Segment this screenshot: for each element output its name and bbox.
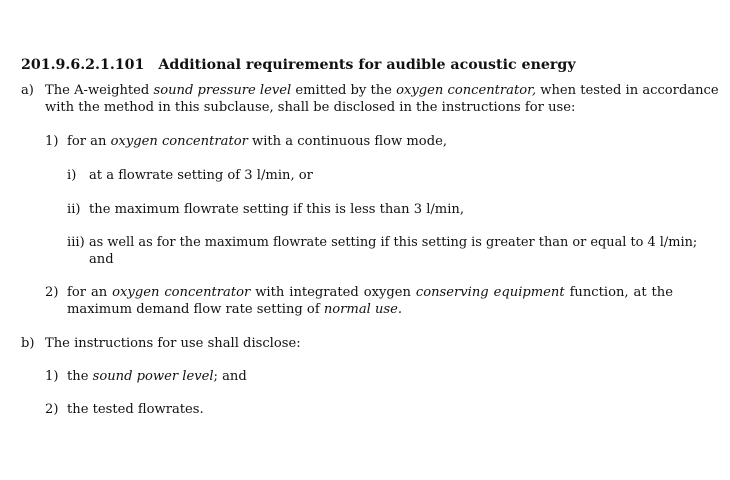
item-a2-label: 2) — [45, 285, 59, 300]
item-a1-i-text: at a flowrate setting of 3 l/min, or — [89, 168, 313, 183]
item-a-line2: with the method in this subclause, shall be disclosed in the instructions for use: — [45, 100, 576, 115]
item-a-text-2: emitted by the — [291, 83, 397, 98]
section-number: 201.9.6.2.1.101 — [21, 57, 145, 73]
item-a-term-oc: oxygen concentrator, — [396, 83, 537, 98]
item-a2-text-2: with integrated oxygen — [250, 285, 416, 300]
item-a2-term-nu: normal use. — [323, 302, 403, 317]
item-a-label: a) — [21, 83, 34, 98]
item-a2-line2-text: maximum demand flow rate setting of — [67, 302, 324, 317]
item-b1-label: 1) — [45, 369, 59, 384]
item-a1-iii-text: as well as for the maximum flowrate setting if this setting is greater than or equal to 4 l/min; — [89, 235, 698, 250]
section-title: Additional requirements for audible acoustic energy — [158, 57, 576, 73]
item-b1-text — [67, 368, 247, 385]
item-a-line1 — [45, 82, 719, 99]
item-a1-iii-line2: and — [89, 252, 114, 267]
item-a1-ii-text: the maximum flowrate setting if this is less than 3 l/min, — [89, 202, 465, 217]
item-a1-ii-label: ii) — [67, 202, 81, 217]
item-b1-text-2: ; and — [213, 369, 247, 384]
item-a2-line1 — [67, 284, 673, 301]
item-a2-text-3: function, at the — [564, 285, 673, 300]
item-b-label: b) — [21, 336, 35, 351]
section-heading — [21, 57, 576, 73]
item-a1-text-2: with a continuous flow mode, — [247, 134, 447, 149]
item-a1-term-oc: oxygen concentrator — [110, 134, 248, 149]
item-b2-label: 2) — [45, 402, 59, 417]
item-a2-line2 — [67, 301, 402, 318]
item-b2-text: the tested flowrates. — [67, 402, 204, 417]
item-a1-i-label: i) — [67, 168, 77, 183]
item-a1-text — [67, 133, 447, 150]
item-a1-text-1: for an — [67, 134, 111, 149]
item-b-text: The instructions for use shall disclose: — [45, 336, 301, 351]
item-a2-term-ce: conserving equipment — [415, 285, 565, 300]
item-b1-text-1: the — [67, 369, 93, 384]
item-a2-term-oc: oxygen concentrator — [112, 285, 251, 300]
item-a-text-1: The A-weighted — [45, 83, 154, 98]
item-a1-iii-label: iii) — [67, 235, 85, 250]
item-a2-text-1: for an — [67, 285, 113, 300]
item-a-text-3: when tested in accordance — [536, 83, 719, 98]
item-a1-label: 1) — [45, 134, 59, 149]
item-a-term-spl: sound pressure level — [153, 83, 292, 98]
item-b1-term-swl: sound power level — [92, 369, 214, 384]
